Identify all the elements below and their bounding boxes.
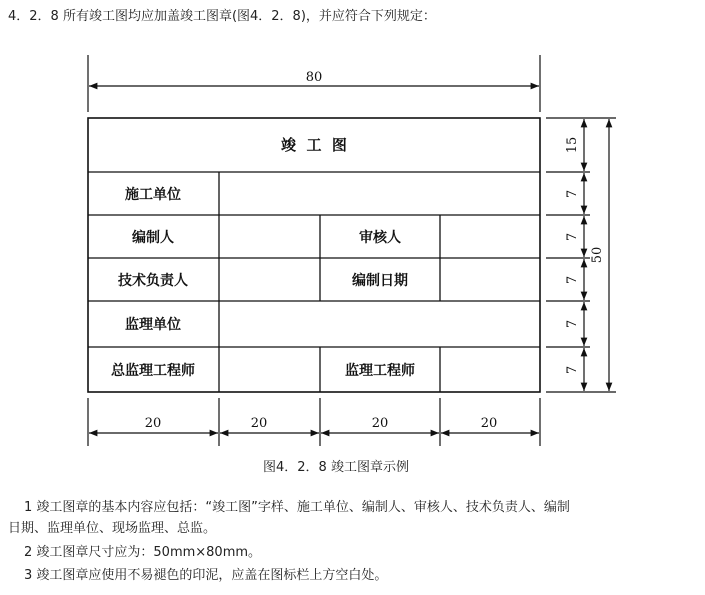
dimension-right-rows: [546, 118, 616, 392]
figure-caption: 图4．2．8 竣工图章示例: [263, 460, 409, 475]
stamp-title: 竣 工 图: [281, 136, 347, 154]
dimension-col-3: 20: [371, 416, 389, 431]
dimension-col-2: 20: [250, 416, 268, 431]
rule-item-2: 2 竣工图章尺寸应为：50mm×80mm。: [24, 545, 262, 560]
dimension-col-1: 20: [144, 416, 162, 431]
dimension-row-5: 7: [565, 319, 580, 329]
stamp-label-chief-supervisor: 总监理工程师: [111, 363, 195, 379]
stamp-label-compiler: 编制人: [132, 230, 174, 246]
stamp-label-supervisor: 监理工程师: [345, 363, 415, 379]
stamp-label-reviewer: 审核人: [359, 230, 401, 246]
stamp-label-construction-unit: 施工单位: [125, 187, 181, 203]
stamp-frame: [88, 118, 540, 392]
dimension-col-4: 20: [480, 416, 498, 431]
dimension-row-3: 7: [565, 232, 580, 242]
dimension-row-4: 7: [565, 275, 580, 285]
stamp-label-compile-date: 编制日期: [352, 273, 408, 289]
rule-item-1: 1 竣工图章的基本内容应包括：“竣工图”字样、施工单位、编制人、审核人、技术负责人、编制: [24, 500, 570, 515]
dimension-width-total: 80: [305, 70, 323, 85]
dimension-row-2: 7: [565, 189, 580, 199]
dimension-height-total: 50: [590, 246, 605, 264]
stamp-label-supervision-unit: 监理单位: [125, 317, 181, 333]
section-heading: 4．2．8 所有竣工图均应加盖竣工图章(图4．2．8)，并应符合下列规定：: [8, 9, 436, 24]
dimension-row-6: 7: [565, 365, 580, 375]
dimension-row-1: 15: [565, 136, 580, 154]
rule-item-3: 3 竣工图章应使用不易褪色的印泥，应盖在图标栏上方空白处。: [24, 568, 388, 583]
stamp-label-tech-lead: 技术负责人: [118, 273, 188, 289]
rule-item-1-continued: 日期、监理单位、现场监理、总监。: [8, 521, 217, 536]
